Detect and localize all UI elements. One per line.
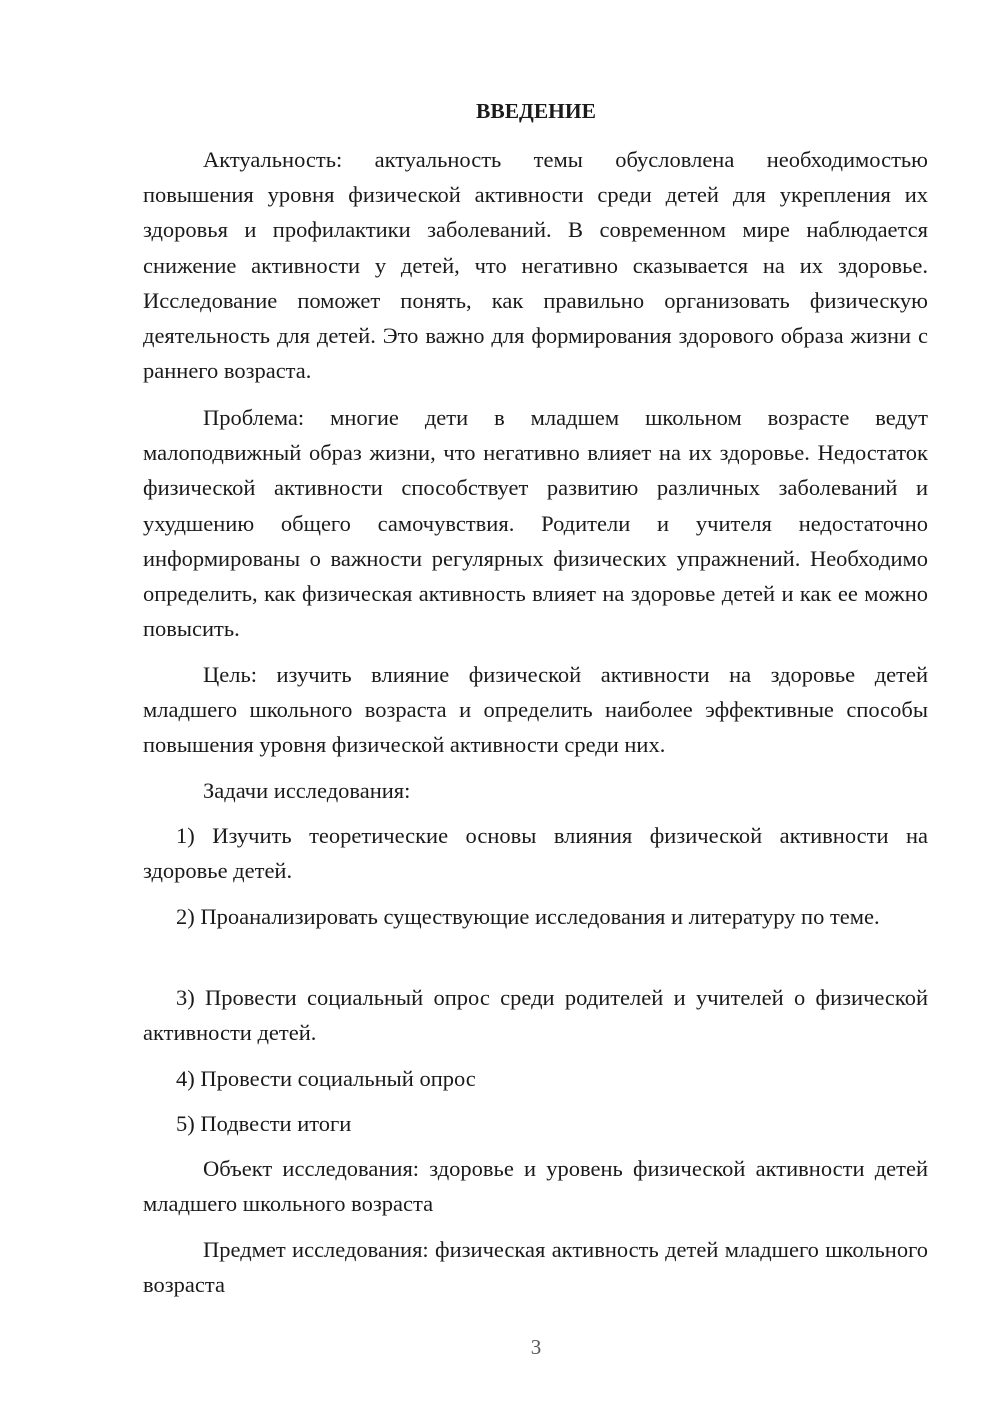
task-item-4: 4) Провести социальный опрос: [176, 1066, 476, 1091]
task-item-2: 2) Проанализировать существующие исследования и литературу по теме.: [176, 904, 880, 929]
goal-paragraph: Цель: изучить влияние физической активности на здоровье детей младшего школьного возраста и определить наиболее эффективные способы повышения уровня физической активности среди них.: [143, 662, 928, 758]
page-number: 3: [530, 1335, 542, 1359]
task-item-5: 5) Подвести итоги: [176, 1111, 352, 1136]
task-item-3: 3) Провести социальный опрос среди родителей и учителей о физической активности детей.: [143, 985, 928, 1046]
subject-paragraph: Предмет исследования: физическая активность детей младшего школьного возраста: [143, 1237, 928, 1298]
relevance-paragraph: Актуальность: актуальность темы обусловлена необходимостью повышения уровня физической активности среди детей для укрепления их здоровья и профилактики заболеваний. В современном мире наблюдается снижение активности у детей, что негативно сказывается на их здоровье. Исследование поможет понять, как правильно организовать физическую деятельность для детей. Это важно для формирования здорового образа жизни с раннего возраста.: [143, 147, 928, 384]
tasks-heading: Задачи исследования:: [203, 778, 411, 803]
page-title: ВВЕДЕНИЕ: [476, 99, 596, 123]
task-item-1: 1) Изучить теоретические основы влияния физической активности на здоровье детей.: [143, 823, 928, 884]
object-paragraph: Объект исследования: здоровье и уровень физической активности детей младшего школьного возраста: [143, 1156, 928, 1217]
problem-paragraph: Проблема: многие дети в младшем школьном возрасте ведут малоподвижный образ жизни, что негативно влияет на их здоровье. Недостаток физической активности способствует развитию различных заболеваний и ухудшению общего самочувствия. Родители и учителя недостаточно информированы о важности регулярных физических упражнений. Необходимо определить, как физическая активность влияет на здоровье детей и как ее можно повысить.: [143, 405, 928, 642]
